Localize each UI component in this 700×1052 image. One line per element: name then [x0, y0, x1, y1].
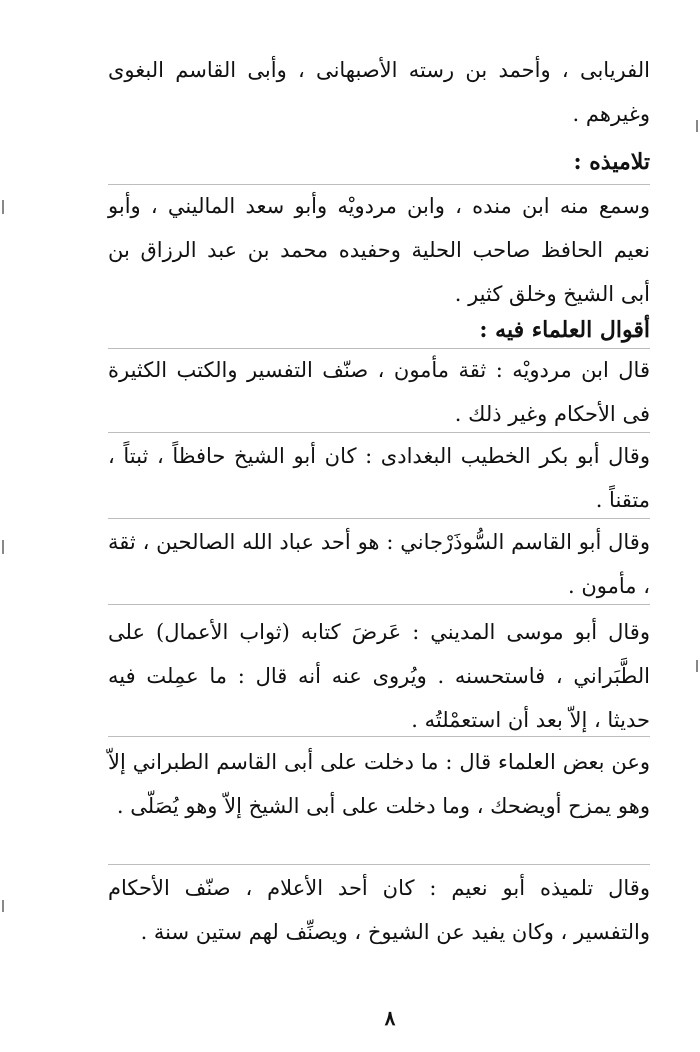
scan-edge-mark: [696, 120, 698, 132]
paragraph-teachers-continued: الفريابى ، وأحمد بن رسته الأصبهانى ، وأبى القاسم البغوى وغيرهم .: [108, 58, 650, 126]
divider-rule: [108, 736, 650, 737]
scan-edge-mark: [2, 540, 4, 554]
scan-edge-mark: [2, 900, 4, 912]
paragraph-some-scholars: وعن بعض العلماء قال : ما دخلت على أبى القاسم الطبراني إلاّ وهو يمزح أويضحك ، وما دخلت على أبى الشيخ إلاّ وهو يُصَلّى .: [108, 750, 650, 818]
paragraph-ibn-mardawayh: قال ابن مردويْه : ثقة مأمون ، صنّف التفسير والكتب الكثيرة فى الأحكام وغير ذلك .: [108, 358, 650, 426]
divider-rule: [108, 432, 650, 433]
paragraph-sudharjani: وقال أبو القاسم السُّوذَرْجاني : هو أحد عباد الله الصالحين ، ثقة ، مأمون .: [108, 530, 650, 598]
heading-scholars-sayings: أقوال العلماء فيه :: [479, 317, 650, 343]
divider-rule: [108, 604, 650, 605]
paragraph-khatib-baghdadi: وقال أبو بكر الخطيب البغدادى : كان أبو الشيخ حافظاً ، ثبتاً ، متقناً .: [108, 444, 650, 512]
heading-students: تلاميذه :: [573, 149, 650, 175]
scan-edge-mark: [2, 200, 4, 214]
paragraph-students: وسمع منه ابن منده ، وابن مردويْه وأبو سعد الماليني ، وأبو نعيم الحافظ صاحب الحلية وحفيده محمد بن عبد الرزاق بن أبى الشيخ وخلق كثير .: [108, 194, 650, 306]
scan-edge-mark: [696, 660, 698, 672]
paragraph-abu-musa-madini: وقال أبو موسى المديني : عَرضَ كتابه (ثواب الأعمال) على الطَّبَراني ، فاستحسنه . ويُروى عنه أنه قال : ما عمِلت فيه حديثا ، إلاّ بعد أن استعمْلتُه .: [108, 620, 650, 732]
divider-rule: [108, 518, 650, 519]
paragraph-abu-nuaym: وقال تلميذه أبو نعيم : كان أحد الأعلام ، صنّف الأحكام والتفسير ، وكان يفيد عن الشيوخ ، ويصنِّف لهم ستين سنة .: [108, 876, 650, 944]
divider-rule: [108, 864, 650, 865]
page-number: ٨: [384, 1006, 396, 1030]
